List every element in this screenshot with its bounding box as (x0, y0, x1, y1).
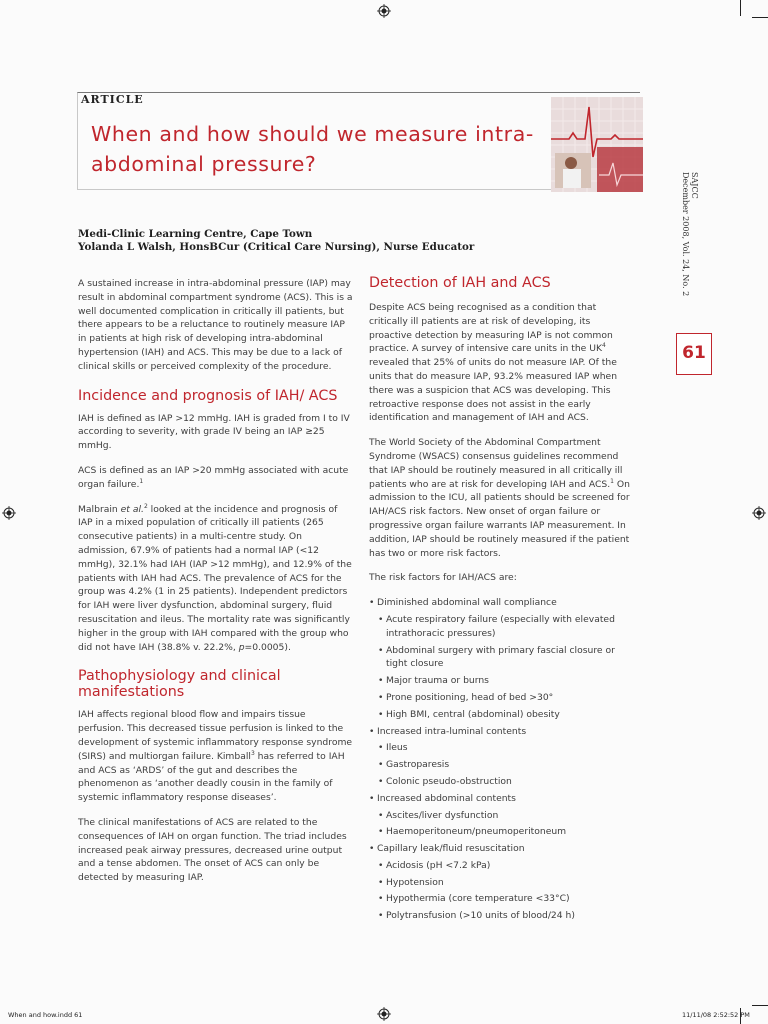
article-label: ARTICLE (81, 93, 144, 106)
list-item: • Hypotension (369, 876, 634, 890)
registration-mark-top-icon (377, 4, 391, 18)
list-item: • Major trauma or burns (369, 674, 634, 688)
journal-issue-side (677, 172, 699, 322)
journal-issue: December 2008, Vol. 24, No. 2 (681, 172, 690, 297)
author-affiliation: Medi-Clinic Learning Centre, Cape Town (78, 228, 313, 240)
registration-mark-right-icon (752, 506, 766, 520)
page-number-box (676, 333, 712, 375)
heading-pathophysiology: Pathophysiology and clinical manifestations (78, 668, 281, 701)
list-item: • Polytransfusion (>10 units of blood/24 h) (369, 909, 634, 923)
list-item: • Prone positioning, head of bed >30° (369, 691, 634, 705)
risk-factor-list (369, 596, 634, 923)
list-item: • Haemoperitoneum/pneumoperitoneum (369, 825, 634, 839)
crop-mark (752, 1005, 768, 1006)
heading-incidence: Incidence and prognosis of IAH/ ACS (78, 387, 338, 404)
footer-file-slug: When and how.indd 61 (8, 1011, 83, 1019)
list-item: • Increased abdominal contents (369, 792, 634, 806)
paragraph-acs-definition: ACS is defined as an IAP >20 mmHg associated with acute organ failure.$^1$ (78, 464, 349, 490)
paragraph-clinical: The clinical manifestations of ACS are related to the consequences of IAH on organ function. The triad includes increased peak airway pressures, decreased urine output and a tense abdomen. The onset of ACS can only be detected by measuring IAP. (78, 816, 347, 884)
left-column (78, 277, 353, 896)
journal-name: SAJCC (690, 172, 699, 199)
crop-mark (740, 0, 741, 16)
list-item: • Hypothermia (core temperature <33°C) (369, 892, 634, 906)
page-number: 61 (682, 343, 706, 363)
list-item: • Colonic pseudo-obstruction (369, 775, 634, 789)
paragraph-pathophysiology: IAH affects regional blood flow and impairs tissue perfusion. This decreased tissue perfusion is linked to the development of systemic inflammatory response syndrome (SIRS) and multiorgan failure. Kimball$^3$ has referred to IAH and ACS as ‘ARDS’ of the gut and describes the phenomenon as ‘another deadly cousin in the family of systemic inflammatory response diseases’. (78, 709, 353, 804)
paragraph-wsacs: The World Society of the Abdominal Compartment Syndrome (WSACS) consensus guidelines recommend that IAP should be routinely measured in all critically ill patients who are at risk for developing IAH and ACS.$^1$ On admission to the ICU, all patients should be screened for IAH/ACS risk factors. New onset of organ failure or progressive organ failure warrants IAP measurement. In addition, IAP should be routinely measured if the patient has two or more risk factors. (369, 437, 630, 559)
intro-paragraph: A sustained increase in intra-abdominal pressure (IAP) may result in abdominal compartment syndrome (ACS). This is a well documented complication in critically ill patients, but there appears to be a reluctance to routinely measure IAP in patients at high risk of developing intra-abdominal hypertension (IAH) and ACS. This may be due to a lack of clinical skills or perceived complexity of the procedure. (78, 278, 353, 372)
crop-mark (752, 17, 768, 18)
paragraph-iah-definition: IAH is defined as IAP >12 mmHg. IAH is graded from I to IV according to severity, with grade IV being an IAP ≥25 mmHg. (78, 412, 350, 452)
list-item: • Abdominal surgery with primary fascial closure or tight closure (369, 644, 634, 672)
list-item: • Acidosis (pH <7.2 kPa) (369, 859, 634, 873)
article-title: When and how should we measure intra-abdominal pressure? (91, 122, 534, 176)
list-item: • Capillary leak/fluid resuscitation (369, 842, 634, 856)
ecg-header-image (551, 97, 643, 192)
registration-mark-bottom-icon (377, 1007, 391, 1021)
list-item: • Acute respiratory failure (especially with elevated intrathoracic pressures) (369, 613, 634, 641)
list-item: • Diminished abdominal wall compliance (369, 596, 634, 610)
registration-mark-left-icon (2, 506, 16, 520)
list-item: • Ascites/liver dysfunction (369, 809, 634, 823)
paragraph-risk-intro: The risk factors for IAH/ACS are: (369, 572, 517, 584)
author-name: Yolanda L Walsh, HonsBCur (Critical Care Nursing), Nurse Educator (78, 241, 475, 253)
list-item: • High BMI, central (abdominal) obesity (369, 708, 634, 722)
paragraph-detection: Despite ACS being recognised as a condition that critically ill patients are at risk of developing, its proactive detection by measuring IAP is not common practice. A survey of intensive care units in the $UK^4$ revealed that 25% of units do not measure IAP. Of the units that do measure IAP, 93.2% measured IAP when there was a suspicion that ACS was developing. This retroactive response does not assist in the early identification and management of IAH and ACS. (369, 302, 618, 424)
footer-timestamp: 11/11/08 2:52:52 PM (682, 1011, 750, 1019)
heading-detection: Detection of IAH and ACS (369, 275, 551, 291)
right-column (369, 275, 634, 926)
list-item: • Increased intra-luminal contents (369, 725, 634, 739)
list-item: • Gastroparesis (369, 758, 634, 772)
paragraph-malbrain: Malbrain et al.$^2$ looked at the incidence and prognosis of IAP in a mixed population of critically ill patients (265 consecutive patients) in a multi-centre study. On admission, 67.9% of patients had a normal IAP (<12 mmHg), 32.1% had IAH (IAP >12 mmHg), and 12.9% of the patients with IAH had ACS. The prevalence of ACS for the group was 4.2% (1 in 25 patients). Independent predictors for IAH were liver dysfunction, abdominal surgery, fluid resuscitation and ileus. The mortality rate was significantly higher in the group with IAH compared with the group who did not have IAH (38.8% v. 22.2%, p=0.0005). (78, 502, 352, 653)
list-item: • Ileus (369, 741, 634, 755)
